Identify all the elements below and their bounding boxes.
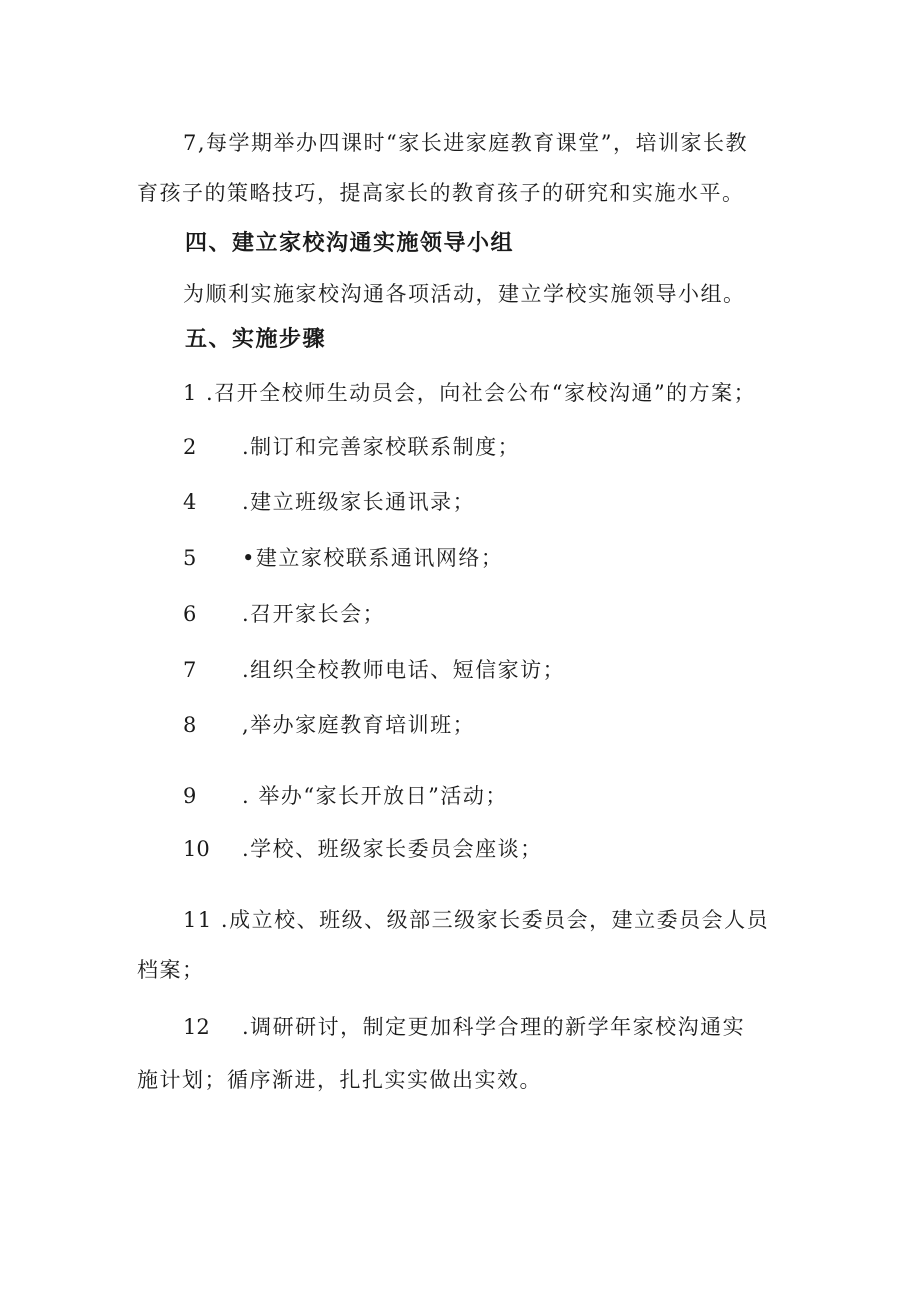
step-item-1: 1 .召开全校师生动员会，向社会公布“家校沟通”的方案； — [183, 381, 757, 405]
step-text-4: .建立班级家长通讯录； — [242, 490, 476, 514]
step-number-12: 12 — [183, 1015, 210, 1039]
section-five-heading: 五、实施步骤 — [185, 327, 327, 352]
step-number-4: 4 — [183, 490, 197, 514]
step-number-10: 10 — [183, 837, 210, 861]
step-text-10: .学校、班级家长委员会座谈； — [242, 837, 543, 861]
step-text-7: .组织全校教师电话、短信家访； — [242, 658, 566, 682]
step-text-6: .召开家长会； — [242, 602, 386, 626]
step-text-5: •建立家校联系通讯网络； — [242, 546, 504, 570]
step-item-11-line-2: 档案； — [137, 958, 205, 982]
paragraph-7-line-1: 7,每学期举办四课时“家长进家庭教育课堂”，培训家长教 — [183, 131, 749, 155]
step-text-8: ,举办家庭教育培训班； — [242, 713, 476, 737]
section-four-body: 为顺利实施家校沟通各项活动，建立学校实施领导小组。 — [183, 282, 746, 306]
step-number-2: 2 — [183, 435, 197, 459]
step-item-12-line-1: .调研研讨，制定更加科学合理的新学年家校沟通实 — [242, 1015, 746, 1039]
step-text-9: . 举办“家长开放日”活动； — [242, 784, 508, 808]
step-text-2: .制订和完善家校联系制度； — [242, 435, 521, 459]
section-four-heading: 四、建立家校沟通实施领导小组 — [185, 231, 515, 256]
step-item-11-line-1: 11 .成立校、班级、级部三级家长委员会，建立委员会人员 — [183, 908, 770, 932]
step-number-5: 5 — [183, 546, 197, 570]
step-item-12-line-2: 施计划；循序渐进，扎扎实实做出实效。 — [137, 1068, 542, 1092]
step-number-6: 6 — [183, 602, 197, 626]
paragraph-7-line-2: 育孩子的策略技巧，提高家长的教育孩子的研究和实施水平。 — [137, 181, 745, 205]
step-number-9: 9 — [183, 784, 197, 808]
step-number-8: 8 — [183, 713, 197, 737]
step-number-7: 7 — [183, 658, 197, 682]
